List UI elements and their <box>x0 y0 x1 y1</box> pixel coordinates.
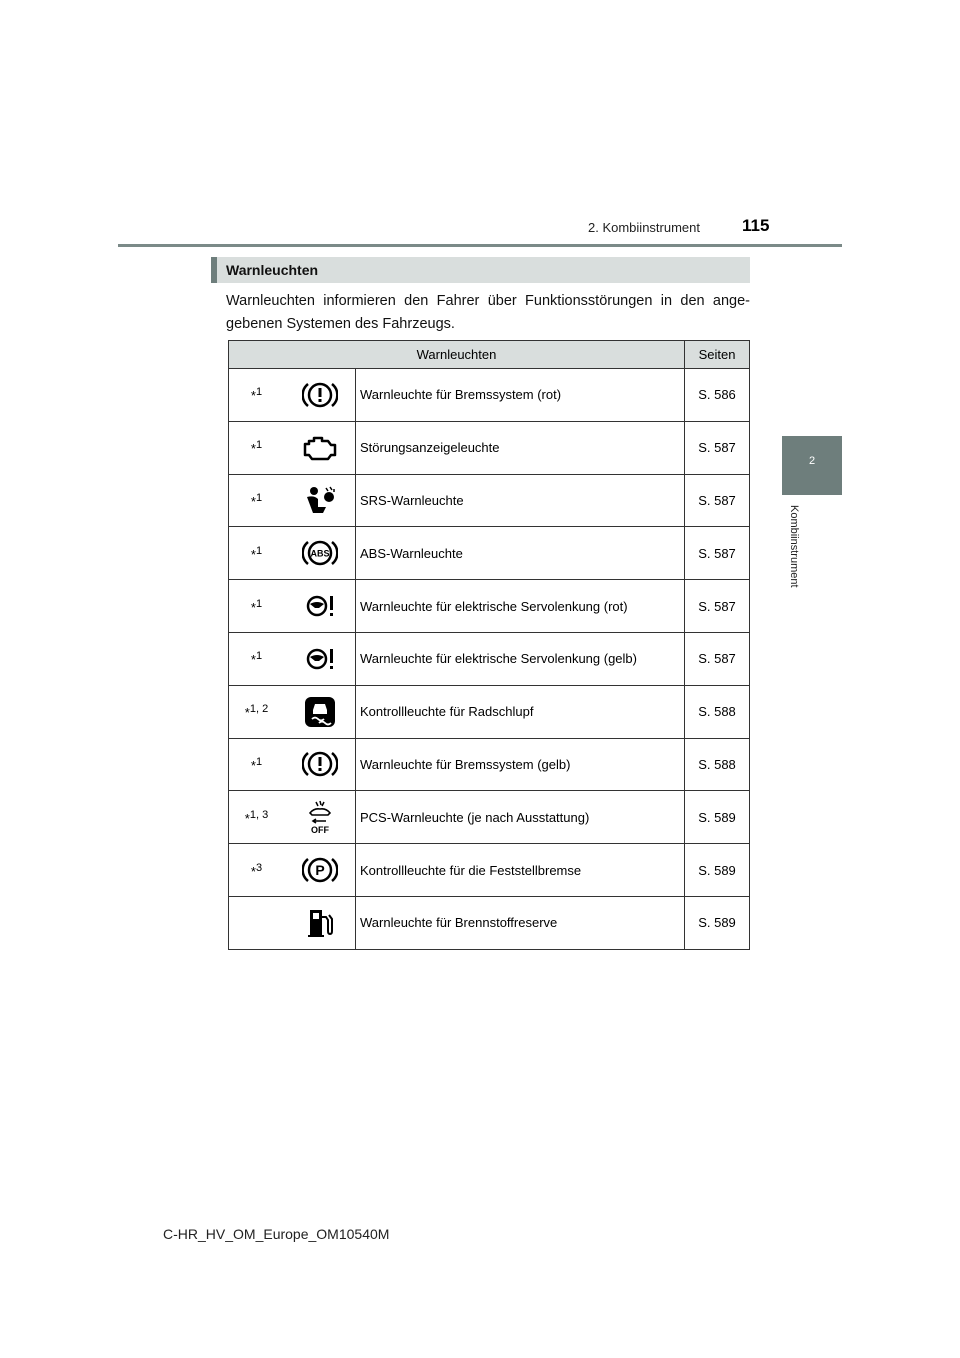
header-divider <box>118 244 842 247</box>
light-name: Störungsanzeigeleuchte <box>356 421 685 474</box>
footnote-marker: *$^1$ <box>229 369 285 422</box>
table-row <box>229 421 750 474</box>
abs-icon <box>284 527 356 580</box>
light-name: Kontrollleuchte für die Feststellbremse <box>356 844 685 897</box>
page-reference[interactable]: S. 589 <box>685 791 750 844</box>
table-row <box>229 738 750 791</box>
intro-paragraph: Warnleuchten informieren den Fahrer über Funktionsstörungen in den ange-gebenen Systemen des Fahrzeugs. <box>226 293 750 332</box>
page-reference[interactable]: S. 587 <box>685 632 750 685</box>
slip-indicator-icon <box>284 685 356 738</box>
steering-warning-icon <box>284 632 356 685</box>
footnote-marker: *$^3$ <box>229 844 285 897</box>
parking-brake-icon <box>284 844 356 897</box>
footnote-marker: *$^{1, 2}$ <box>229 685 285 738</box>
footnote-marker: *$^1$ <box>229 632 285 685</box>
table-row <box>229 896 750 949</box>
footnote-marker: *$^1$ <box>229 580 285 633</box>
page-reference[interactable]: S. 587 <box>685 527 750 580</box>
light-name: Warnleuchte für Brennstoffreserve <box>356 896 685 949</box>
page-reference[interactable]: S. 586 <box>685 369 750 422</box>
page-reference[interactable]: S. 589 <box>685 896 750 949</box>
footnote-marker: *$^1$ <box>229 474 285 527</box>
light-name: SRS-Warnleuchte <box>356 474 685 527</box>
table-row <box>229 685 750 738</box>
steering-warning-icon <box>284 580 356 633</box>
light-name: Warnleuchte für Bremssystem (rot) <box>356 369 685 422</box>
footnote-marker <box>229 896 285 949</box>
table-row <box>229 632 750 685</box>
fuel-icon <box>284 896 356 949</box>
page-number: 115 <box>742 216 770 235</box>
chapter-tab[interactable]: 2 <box>782 436 842 495</box>
table-row <box>229 844 750 897</box>
table-header-row <box>229 341 750 369</box>
light-name: ABS-Warnleuchte <box>356 527 685 580</box>
footnote-marker: *$^1$ <box>229 738 285 791</box>
column-header-warnleuchten: Warnleuchten <box>229 341 685 369</box>
chapter-title: 2. Kombiinstrument <box>588 220 700 235</box>
chapter-tab-label: Kombiinstrument <box>788 505 800 588</box>
svg-text:OFF: OFF <box>310 825 329 835</box>
section-heading: Warnleuchten <box>211 257 750 283</box>
table-row <box>229 527 750 580</box>
table-row <box>229 369 750 422</box>
page-reference[interactable]: S. 587 <box>685 580 750 633</box>
document-id: C-HR_HV_OM_Europe_OM10540M <box>163 1226 390 1242</box>
engine-icon <box>284 421 356 474</box>
light-name: PCS-Warnleuchte (je nach Ausstattung) <box>356 791 685 844</box>
page-reference[interactable]: S. 587 <box>685 421 750 474</box>
light-name: Kontrollleuchte für Radschlupf <box>356 685 685 738</box>
footnote-marker: *$^1$ <box>229 527 285 580</box>
table-row <box>229 580 750 633</box>
airbag-icon <box>284 474 356 527</box>
svg-text:P: P <box>314 862 325 879</box>
warning-lights-table <box>228 340 750 950</box>
pcs-off-icon <box>284 791 356 844</box>
light-name: Warnleuchte für Bremssystem (gelb) <box>356 738 685 791</box>
footnote-marker: *$^1$ <box>229 421 285 474</box>
footnote-marker: *$^{1, 3}$ <box>229 791 285 844</box>
svg-text:ABS: ABS <box>309 548 330 559</box>
table-row <box>229 791 750 844</box>
page-reference[interactable]: S. 588 <box>685 685 750 738</box>
light-name: Warnleuchte für elektrische Servolenkung (gelb) <box>356 632 685 685</box>
page-reference[interactable]: S. 588 <box>685 738 750 791</box>
column-header-seiten: Seiten <box>685 341 750 369</box>
brake-warning-icon <box>284 369 356 422</box>
page-reference[interactable]: S. 589 <box>685 844 750 897</box>
table-row <box>229 474 750 527</box>
page-reference[interactable]: S. 587 <box>685 474 750 527</box>
brake-warning-icon <box>284 738 356 791</box>
light-name: Warnleuchte für elektrische Servolenkung (rot) <box>356 580 685 633</box>
